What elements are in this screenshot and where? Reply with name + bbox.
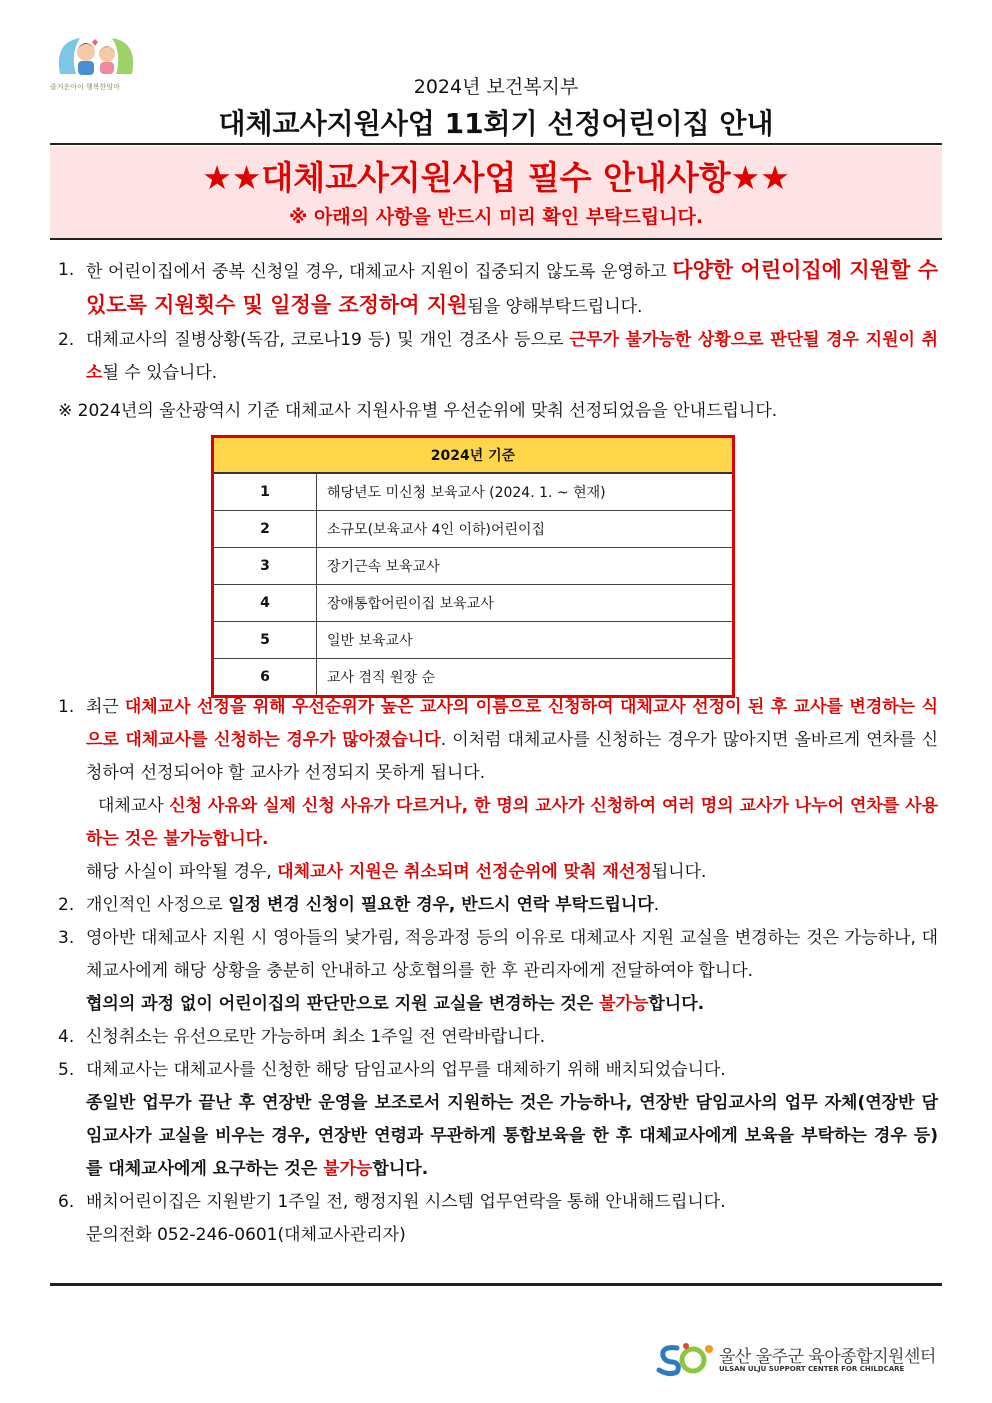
notice-3-line-2 (86, 988, 938, 1021)
notice-item-1 (58, 691, 938, 889)
notice-5-text-a: 대체교사는 대체교사를 신청한 해당 담임교사의 업무를 대체하기 위해 배치되었습니다. (86, 1060, 726, 1080)
intro-item-2-text-b: 될 수 있습니다. (102, 363, 218, 383)
top-divider (50, 143, 942, 145)
item-number: 3. (58, 928, 75, 948)
item-number: 1. (58, 697, 75, 717)
footer-org-name: 울산 울주군 육아종합지원센터 (719, 1347, 936, 1367)
notice-3-red: 불가능 (599, 994, 649, 1014)
notice-5-line-2 (86, 1087, 938, 1186)
notice-2-text-a: 개인적인 사정으로 (86, 895, 229, 915)
intro-item-1-text-b: 됨을 양해부탁드립니다. (467, 297, 643, 317)
document-subtitle: 2024년 보건복지부 (413, 76, 579, 98)
banner-title: ★★대체교사지원사업 필수 안내사항★★ (202, 158, 790, 197)
notice-5-bold: 종일반 업무가 끝난 후 연장반 운영을 보조로서 지원하는 것은 가능하나, 연장반 담임교사의 업무 자체(연장반 담임교사가 교실을 비우는 경우, 연장반 연령과 무관하게 통합보육을 한 후 대체교사에게 보육을 부탁하는 경우 등)를 대체교사에게 요구하는 것은 (86, 1093, 938, 1179)
notice-item-4 (58, 1021, 938, 1054)
item-number: 2. (58, 895, 75, 915)
label-cell: 장애통합어린이집 보육교사 (317, 585, 734, 622)
notice-1-red-3: 대체교사 지원은 취소되며 선정순위에 맞춰 재선정 (277, 862, 652, 882)
bottom-divider (50, 1283, 942, 1286)
table-row (213, 548, 734, 585)
item-number: 6. (58, 1192, 75, 1212)
rank-cell: 4 (213, 585, 317, 622)
notice-1-line-2 (86, 790, 938, 856)
intro-item-1-text-a: 한 어린이집에서 중복 신청일 경우, 대체교사 지원이 집중되지 않도록 운영하고 (86, 262, 673, 282)
label-cell: 해당년도 미신청 보육교사 (2024. 1. ~ 현재) (317, 473, 734, 511)
notice-item-5 (58, 1054, 938, 1186)
intro-item-2-text-a: 대체교사의 질병상황(독감, 코로나19 등) 및 개인 경조사 등으로 (86, 330, 570, 350)
rank-cell: 3 (213, 548, 317, 585)
table-row (213, 622, 734, 659)
childcare-center-logo-icon (655, 1340, 715, 1378)
priority-table (211, 435, 735, 698)
contact-phone: 문의전화 052-246-0601(대체교사관리자) (86, 1225, 406, 1245)
item-number: 2. (58, 330, 75, 350)
notice-3-text-a: 영아반 대체교사 지원 시 영아들의 낯가림, 적응과정 등의 이유로 대체교사 지원 교실을 변경하는 것은 가능하나, 대체교사에게 해당 상황을 충분히 안내하고 상호협의를 한 후 관리자에게 전달하여야 합니다. (86, 928, 938, 981)
footer-org-name-en: ULSAN ULJU SUPPORT CENTER FOR CHILDCARE (719, 1365, 905, 1373)
rank-cell: 1 (213, 473, 317, 511)
label-cell: 교사 겸직 원장 순 (317, 659, 734, 697)
priority-note: ※ 2024년의 울산광역시 기준 대체교사 지원사유별 우선순위에 맞춰 선정되었음을 안내드립니다. (58, 401, 778, 421)
notice-item-2 (58, 889, 938, 922)
notice-4-text-a: 신청취소는 유선으로만 가능하며 최소 1주일 전 연락바랍니다. (86, 1027, 546, 1047)
document-title: 대체교사지원사업 11회기 선정어린이집 안내 (218, 107, 774, 140)
notice-1-text-b: . 이처럼 대체교사를 신청하는 경우가 많아지면 올바르게 연차를 신청하여 선정되어야 할 교사가 선정되지 못하게 됩니다. (86, 730, 938, 783)
notice-1-line-3 (86, 856, 938, 889)
item-number: 1. (58, 260, 75, 280)
notice-3-bold-end: 합니다. (648, 994, 705, 1014)
table-row (213, 473, 734, 511)
item-number: 4. (58, 1027, 75, 1047)
rank-cell: 2 (213, 511, 317, 548)
intro-item-2 (58, 324, 938, 390)
notice-3-bold: 협의의 과정 없이 어린이집의 판단만으로 지원 교실을 변경하는 것은 (86, 994, 600, 1014)
notice-5-bold-end: 합니다. (372, 1159, 429, 1179)
rank-cell: 5 (213, 622, 317, 659)
rank-cell: 6 (213, 659, 317, 697)
notice-1-text-c: 대체교사 (98, 796, 170, 816)
intro-item-2-red: 근무가 불가능한 상황으로 판단될 경우 지원이 취소 (86, 330, 938, 383)
notice-item-6 (58, 1186, 938, 1252)
item-number: 5. (58, 1060, 75, 1080)
notice-item-3 (58, 922, 938, 1021)
label-cell: 소규모(보육교사 4인 이하)어린이집 (317, 511, 734, 548)
notice-1-red-2: 신청 사유와 실제 신청 사유가 다르거나, 한 명의 교사가 신청하여 여러 명의 교사가 나누어 연차를 사용하는 것은 불가능합니다. (86, 796, 938, 849)
notice-2-bold: 일정 변경 신청이 필요한 경우, 반드시 연락 부탁드립니다 (228, 895, 654, 915)
banner-subtitle: ※ 아래의 사항을 반드시 미리 확인 부탁드립니다. (288, 206, 704, 228)
intro-section (58, 254, 938, 390)
notice-6-text-a: 배치어린이집은 지원받기 1주일 전, 행정지원 시스템 업무연락을 통해 안내해드립니다. (86, 1192, 726, 1212)
notice-banner (50, 146, 942, 240)
table-row (213, 511, 734, 548)
footer-logo (655, 1340, 945, 1380)
notice-1-text-d: 해당 사실이 파악될 경우, (86, 862, 278, 882)
intro-item-1 (58, 254, 938, 324)
notice-1-text-e: 됩니다. (651, 862, 707, 882)
notice-2-text-b: . (653, 895, 660, 915)
label-cell: 일반 보육교사 (317, 622, 734, 659)
label-cell: 장기근속 보육교사 (317, 548, 734, 585)
priority-table-header: 2024년 기준 (213, 437, 734, 474)
logo-slogan: 즐거운아이 행복한엄마 (50, 83, 120, 91)
notice-5-red: 불가능 (323, 1159, 373, 1179)
notice-1-red-1: 대체교사 선정을 위해 우선순위가 높은 교사의 이름으로 신청하여 대체교사 선정이 된 후 교사를 변경하는 식으로 대체교사를 신청하는 경우가 많아졌습니다 (86, 697, 938, 750)
notices-section (58, 691, 938, 1252)
notice-1-text-a: 최근 (86, 697, 125, 717)
intro-item-1-red: 다양한 어린이집에 지원할 수 있도록 지원횟수 및 일정을 조정하여 지원 (86, 258, 938, 317)
table-row (213, 585, 734, 622)
